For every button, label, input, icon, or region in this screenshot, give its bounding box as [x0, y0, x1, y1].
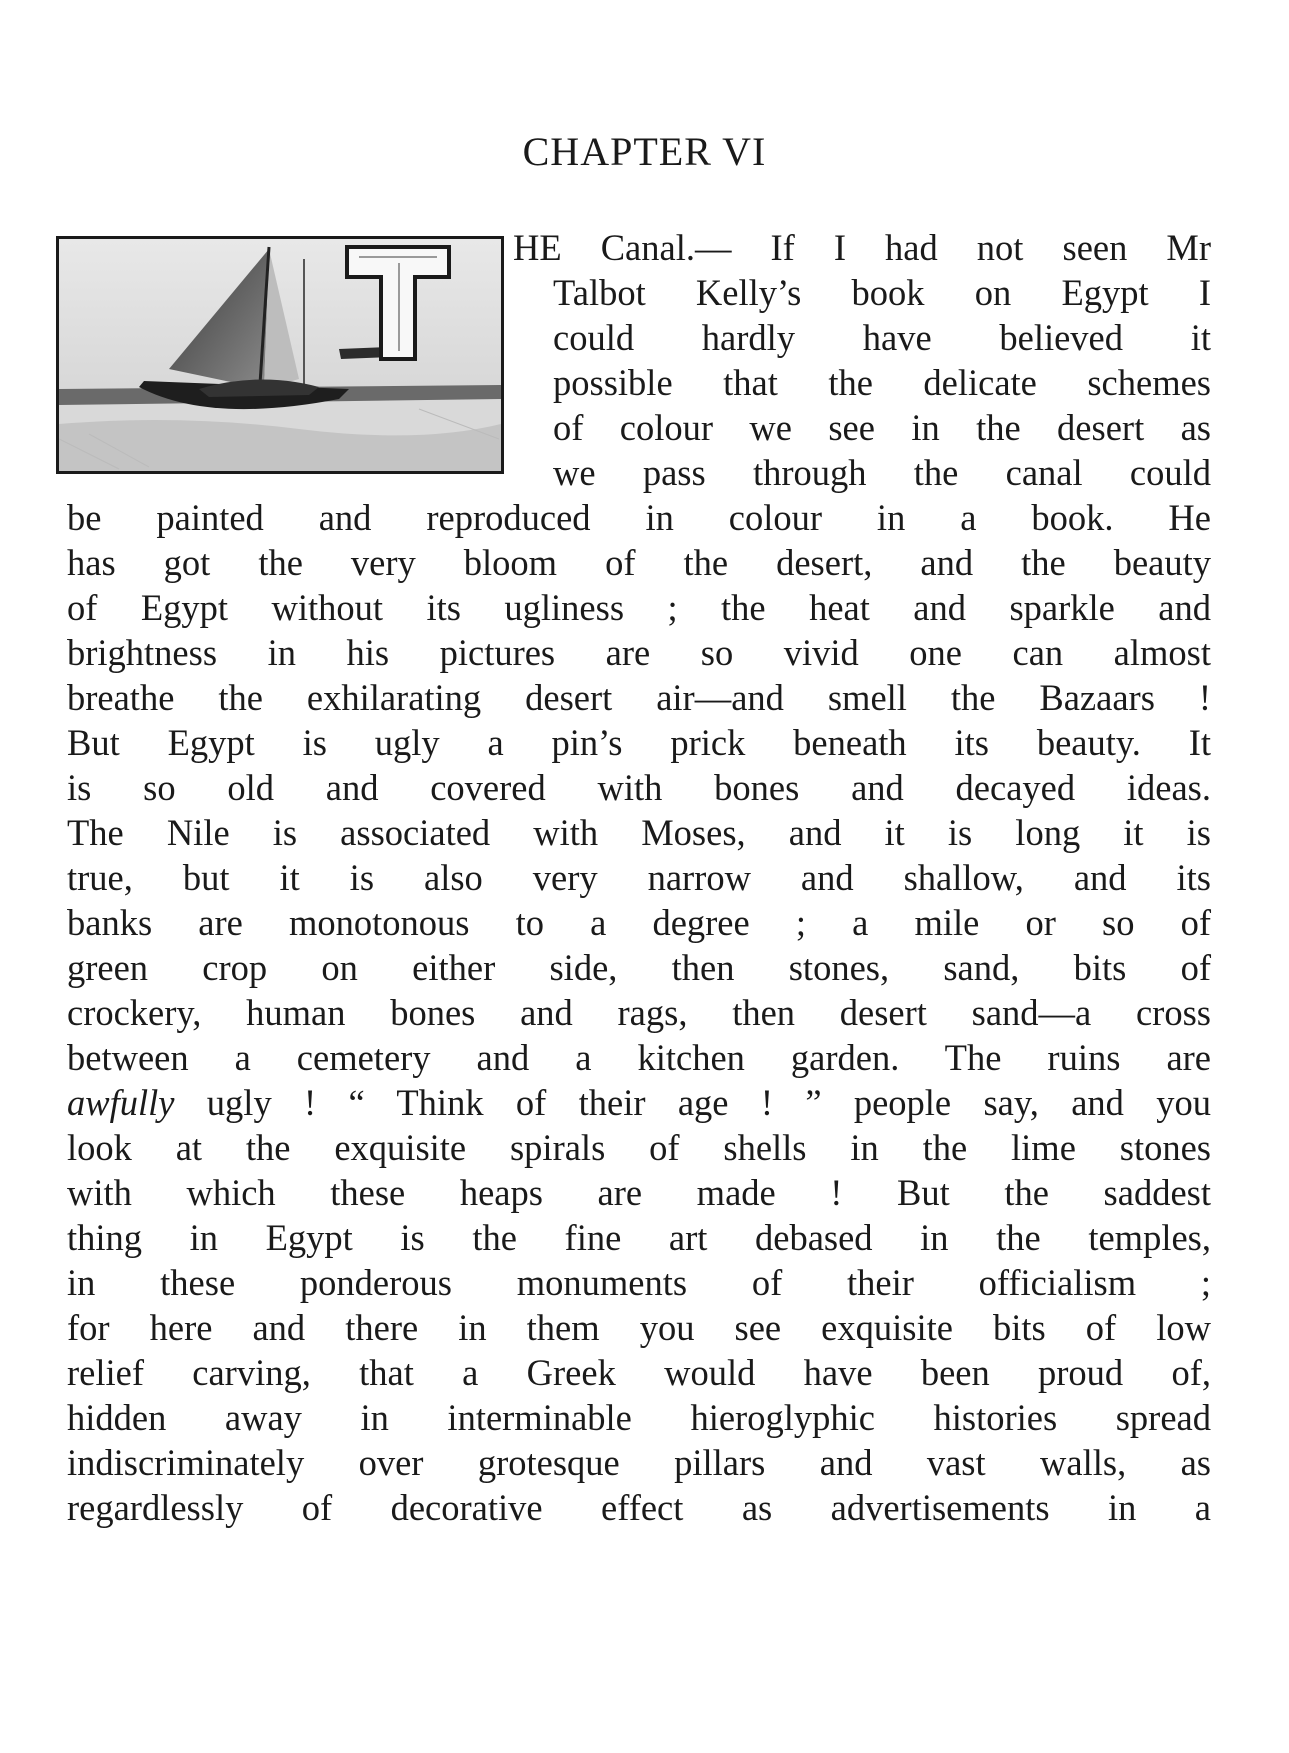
text-line-24: in these ponderous monuments of their officialism ; — [67, 1262, 1211, 1303]
text-line-11: breathe the exhilarating desert air—and smell the Bazaars ! — [67, 677, 1211, 718]
sailing-dhow-illustration-icon — [59, 239, 501, 471]
text-line-14: The Nile is associated with Moses, and it is long it is — [67, 812, 1211, 853]
text-line-4: possible that the delicate schemes — [553, 362, 1211, 403]
text-line-17: green crop on either side, then stones, sand, bits of — [67, 947, 1211, 988]
text-line-20-rest: ugly ! “ Think of their age ! ” people say, and you — [174, 1082, 1211, 1123]
text-line-20 — [67, 1082, 1211, 1125]
text-line-8: has got the very bloom of the desert, and the beauty — [67, 542, 1211, 583]
italic-word: awfully — [67, 1082, 175, 1123]
text-line-29: regardlessly of decorative effect as advertisements in a — [67, 1487, 1211, 1528]
text-line-15: true, but it is also very narrow and shallow, and its — [67, 857, 1211, 898]
text-line-3: could hardly have believed it — [553, 317, 1211, 358]
text-line-6: we pass through the canal could — [553, 452, 1211, 493]
text-line-10: brightness in his pictures are so vivid one can almost — [67, 632, 1211, 673]
text-line-23: thing in Egypt is the fine art debased in the temples, — [67, 1217, 1211, 1258]
text-line-26: relief carving, that a Greek would have been proud of, — [67, 1352, 1211, 1393]
text-line-13: is so old and covered with bones and decayed ideas. — [67, 767, 1211, 808]
drop-cap-illustration — [56, 236, 504, 474]
text-line-12: But Egypt is ugly a pin’s prick beneath its beauty. It — [67, 722, 1211, 763]
text-line-27: hidden away in interminable hieroglyphic histories spread — [67, 1397, 1211, 1438]
text-line-22: with which these heaps are made ! But the saddest — [67, 1172, 1211, 1213]
text-line-21: look at the exquisite spirals of shells in the lime stones — [67, 1127, 1211, 1168]
text-line-9: of Egypt without its ugliness ; the heat and sparkle and — [67, 587, 1211, 628]
text-line-7: be painted and reproduced in colour in a book. He — [67, 497, 1211, 538]
text-line-2: Talbot Kelly’s book on Egypt I — [553, 272, 1211, 313]
text-line-19: between a cemetery and a kitchen garden. The ruins are — [67, 1037, 1211, 1078]
text-line-5: of colour we see in the desert as — [553, 407, 1211, 448]
text-line-25: for here and there in them you see exquisite bits of low — [67, 1307, 1211, 1348]
text-line-16: banks are monotonous to a degree ; a mile or so of — [67, 902, 1211, 943]
text-line-28: indiscriminately over grotesque pillars and vast walls, as — [67, 1442, 1211, 1483]
chapter-heading: CHAPTER VI — [522, 129, 767, 174]
text-line-18: crockery, human bones and rags, then desert sand—a cross — [67, 992, 1211, 1033]
text-line-1: HE Canal.— If I had not seen Mr — [513, 227, 1211, 268]
